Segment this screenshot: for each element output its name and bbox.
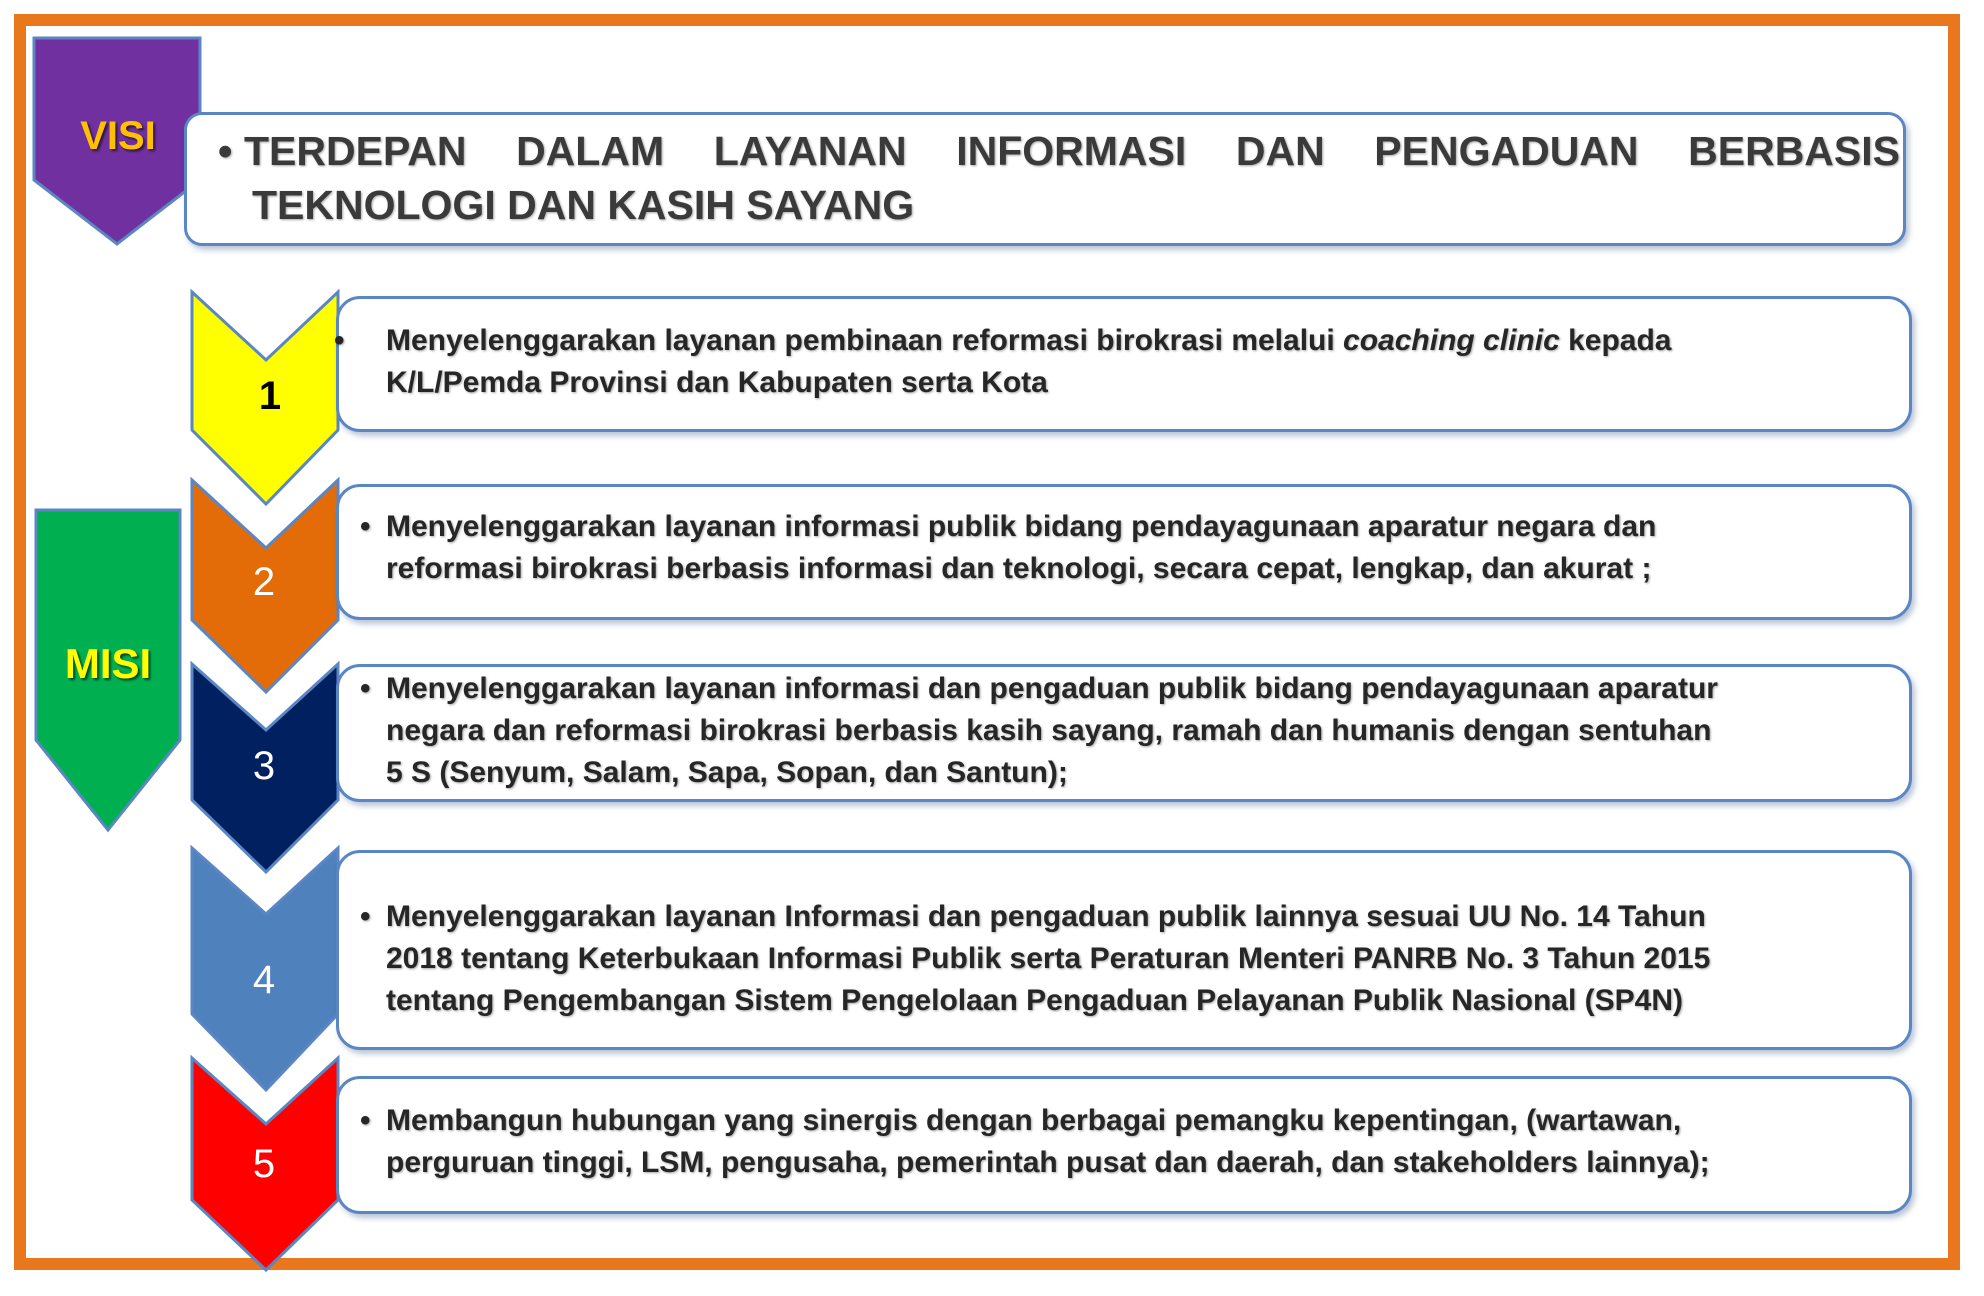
- visi-label: VISI: [80, 114, 156, 158]
- misi-text-2: • Menyelenggarakan layanan informasi publik bidang pendayagunaan aparatur negara dan reformasi birokrasi berbasis informasi dan teknologi, secara cepat, lengkap, dan akurat ;: [360, 510, 1657, 585]
- visi-line-2: TEKNOLOGI DAN KASIH SAYANG: [252, 182, 915, 228]
- misi-text-1: • Menyelenggarakan layanan pembinaan reformasi birokrasi melalui coaching clinic kepada K/L/Pemda Provinsi dan Kabupaten serta Kota: [334, 324, 1672, 399]
- misi-number-2: 2: [252, 560, 276, 604]
- misi-text-3: • Menyelenggarakan layanan informasi dan pengaduan publik bidang pendayagunaan aparatur negara dan reformasi birokrasi berbasis kasih sayang, ramah dan humanis dengan sentuhan 5 S (Senyum, Salam, Sapa, Sopan, dan Santun);: [360, 672, 1718, 789]
- misi-number-5: 5: [252, 1142, 276, 1186]
- visi-statement: [218, 124, 1900, 232]
- visi-line-1: • TERDEPAN DALAM LAYANAN INFORMASI DAN PENGADUAN BERBASIS: [218, 128, 1900, 174]
- misi-number-4: 4: [252, 958, 276, 1002]
- misi-label: MISI: [64, 640, 152, 687]
- misi-text-5: • Membangun hubungan yang sinergis dengan berbagai pemangku kepentingan, (wartawan, perguruan tinggi, LSM, pengusaha, pemerintah pusat dan daerah, dan stakeholders lainnya);: [360, 1104, 1710, 1179]
- misi-number-1: 1: [258, 374, 282, 418]
- misi-number-3: 3: [252, 744, 276, 788]
- misi-text-4: • Menyelenggarakan layanan Informasi dan pengaduan publik lainnya sesuai UU No. 14 Tahun 2018 tentang Keterbukaan Informasi Publik serta Peraturan Menteri PANRB No. 3 Tahun 2015 tentang Pengembangan Sistem Pengelolaan Pengaduan Pelayanan Publik Nasional (SP4N): [360, 900, 1711, 1017]
